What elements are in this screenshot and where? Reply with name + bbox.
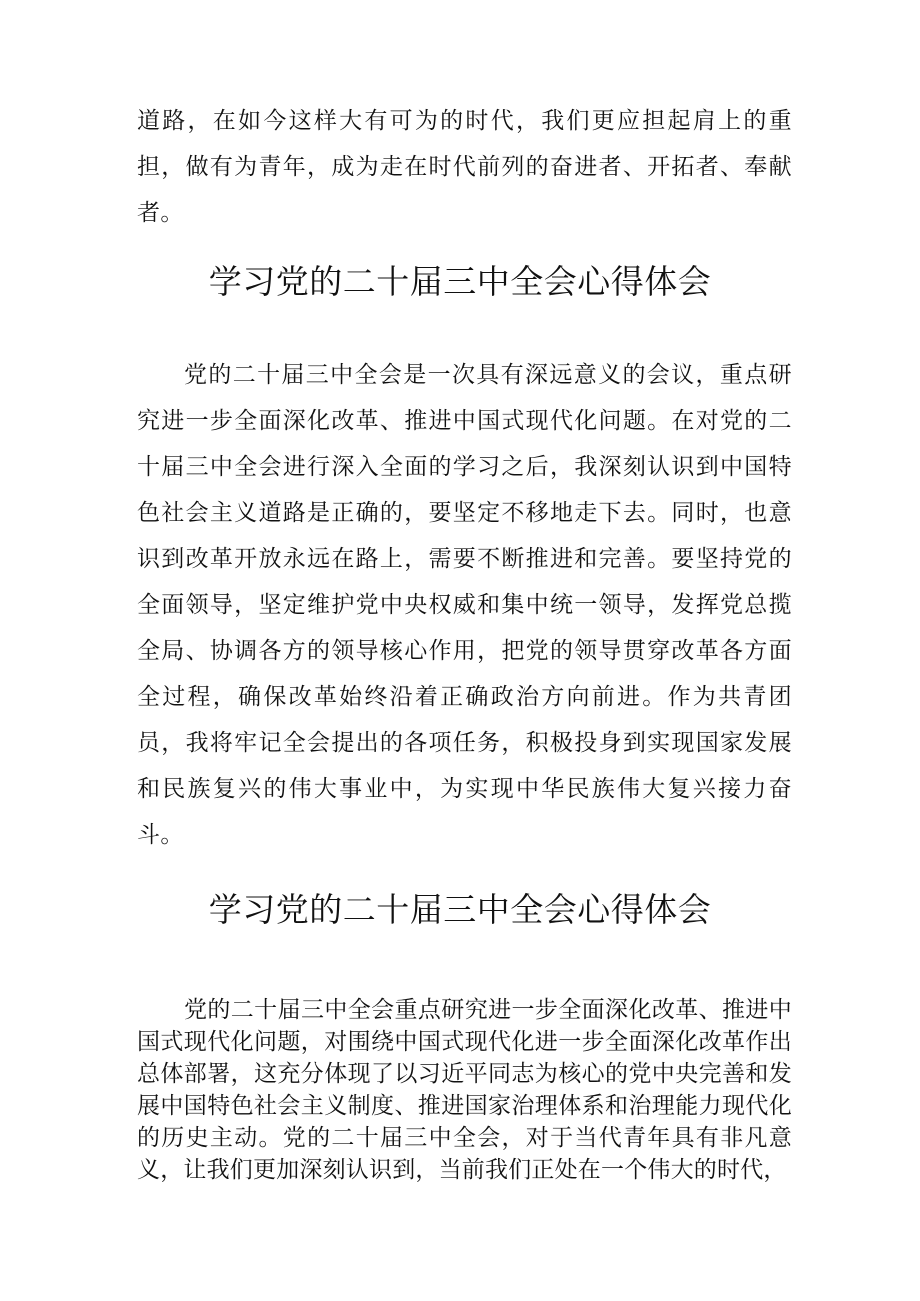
section-2-body: 党的二十届三中全会重点研究进一步全面深化改革、推进中国式现代化问题，对围绕中国式现代化进一步全面深化改革作出总体部署，这充分体现了以习近平同志为核心的党中央完善和发展中国特色社会主义制度、推进国家治理体系和治理能力现代化的历史主动。党的二十届三中全会，对于当代青年具有非凡意义，让我们更加深刻认识到，当前我们正处在一个伟大的时代， [137, 997, 792, 1183]
intro-paragraph-block [137, 98, 792, 236]
section-1-body-block [137, 352, 792, 858]
section-2-title: 学习党的二十届三中全会心得体会 [208, 890, 712, 929]
section-1-body: 党的二十届三中全会是一次具有深远意义的会议，重点研究进一步全面深化改革、推进中国式现代化问题。在对党的二十届三中全会进行深入全面的学习之后，我深刻认识到中国特色社会主义道路是正确的，要坚定不移地走下去。同时，也意识到改革开放永远在路上，需要不断推进和完善。要坚持党的全面领导，坚定维护党中央权威和集中统一领导，发挥党总揽全局、协调各方的领导核心作用，把党的领导贯穿改革各方面全过程，确保改革始终沿着正确政治方向前进。作为共青团员，我将牢记全会提出的各项任务，积极投身到实现国家发展和民族复兴的伟大事业中，为实现中华民族伟大复兴接力奋斗。 [137, 362, 792, 848]
section-2-body-block [137, 994, 792, 1186]
intro-paragraph: 道路，在如今这样大有可为的时代，我们更应担起肩上的重担，做有为青年，成为走在时代前列的奋进者、开拓者、奉献者。 [137, 108, 792, 226]
section-1-title: 学习党的二十届三中全会心得体会 [208, 262, 712, 301]
